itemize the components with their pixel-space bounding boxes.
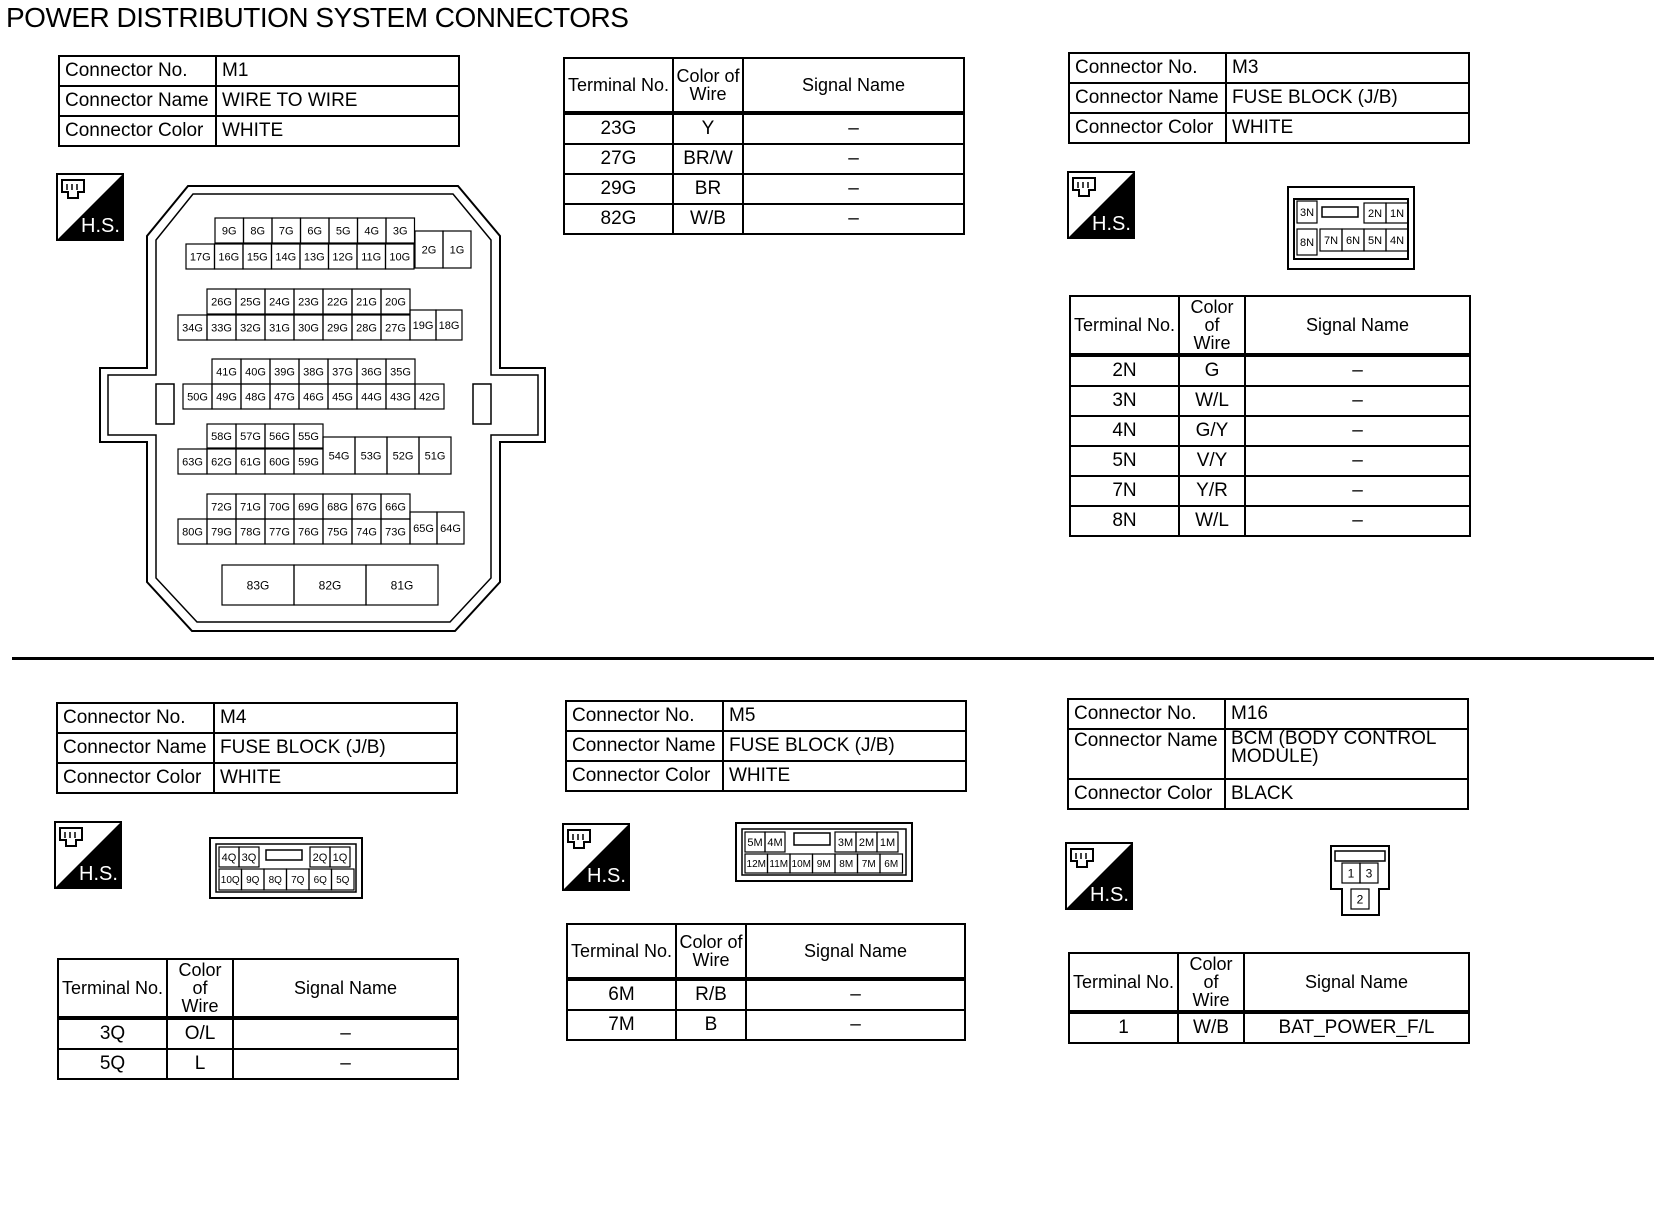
signal-name-cell: – (1245, 416, 1470, 446)
pin-label: 74G (356, 526, 377, 539)
connector-color-value: WHITE (214, 763, 457, 793)
m4-connector-face (210, 838, 366, 902)
label-connector-name: Connector Name (1068, 729, 1225, 779)
label-connector-color: Connector Color (566, 761, 723, 791)
header-terminal-no: Terminal No. (1069, 953, 1178, 1012)
pin-label: 10G (389, 251, 411, 264)
section-divider (12, 657, 1654, 660)
connector-no-value: M5 (723, 701, 966, 731)
pin-label: 51G (424, 450, 446, 463)
connector-info-m3 (1068, 52, 1470, 144)
header-color-of-wire: Color of Wire (1179, 296, 1245, 355)
connector-name-value: WIRE TO WIRE (216, 86, 459, 116)
pin-label: 1 (1347, 866, 1355, 881)
signal-name-cell: – (743, 204, 964, 234)
pin-label: 5M (747, 836, 763, 849)
pin-label: 1M (879, 836, 896, 849)
pin-label: 6M (884, 859, 899, 871)
table-row (58, 1018, 458, 1049)
pin-label: 40G (245, 366, 266, 379)
hs-label: H.S. (79, 863, 118, 885)
table-row (58, 1049, 458, 1079)
hs-label: H.S. (587, 865, 626, 887)
m16-connector-face (1330, 845, 1394, 921)
pin-label: 5N (1367, 234, 1383, 247)
hs-label: H.S. (81, 215, 120, 237)
pin-label: 58G (211, 430, 232, 443)
pin-label: 56G (269, 430, 290, 443)
pin-label: 4M (767, 836, 783, 849)
table-row (564, 174, 964, 204)
pin-label: 55G (298, 430, 319, 443)
label-connector-no: Connector No. (566, 701, 723, 731)
signal-name-cell: – (743, 144, 964, 174)
signal-name-cell: BAT_POWER_F/L (1244, 1012, 1469, 1043)
wire-color-cell: V/Y (1179, 446, 1245, 476)
pin-label: 18G (438, 319, 460, 332)
terminal-no-cell: 7N (1070, 476, 1179, 506)
pin-label: 31G (269, 322, 290, 335)
header-color-of-wire: Color of Wire (1178, 953, 1244, 1012)
signal-name-cell: – (1245, 386, 1470, 416)
wire-color-cell: Y/R (1179, 476, 1245, 506)
pin-label: 6G (307, 225, 323, 238)
label-connector-color: Connector Color (59, 116, 216, 146)
pin-label: 43G (390, 391, 411, 404)
hs-harness-side-icon (563, 824, 629, 890)
terminal-table-m4 (57, 958, 459, 1080)
connector-color-value: WHITE (216, 116, 459, 146)
connector-color-value: WHITE (723, 761, 966, 791)
terminal-no-cell: 23G (564, 113, 673, 144)
table-row (567, 979, 965, 1010)
header-terminal-no: Terminal No. (564, 58, 673, 113)
pin-label: 19G (412, 319, 434, 332)
pin-label: 7G (278, 225, 294, 238)
pin-label: 2M (858, 836, 875, 849)
pin-label: 64G (440, 522, 461, 535)
pin-label: 3G (392, 225, 408, 238)
pin-label: 12M (746, 859, 766, 871)
label-connector-name: Connector Name (57, 733, 214, 763)
pin-label: 6N (1345, 234, 1361, 247)
pin-label: 2Q (312, 851, 328, 864)
signal-name-cell: – (233, 1049, 458, 1079)
wire-color-cell: Y (673, 113, 743, 144)
signal-name-cell: – (746, 979, 965, 1010)
pin-label: 11G (361, 251, 382, 264)
connector-no-value: M4 (214, 703, 457, 733)
pin-label: 8Q (268, 875, 282, 887)
m1-connector-face (0, 0, 560, 640)
page-title: POWER DISTRIBUTION SYSTEM CONNECTORS (6, 2, 629, 33)
pin-label: 68G (327, 501, 348, 514)
header-terminal-no: Terminal No. (1070, 296, 1179, 355)
pin-label: 11M (769, 859, 789, 871)
table-row (1070, 476, 1470, 506)
label-connector-no: Connector No. (1069, 53, 1226, 83)
signal-name-cell: – (233, 1018, 458, 1049)
pin-label: 10Q (220, 875, 240, 887)
wire-color-cell: BR (673, 174, 743, 204)
pin-label: 37G (332, 366, 353, 379)
pin-label: 78G (240, 526, 261, 539)
wire-color-cell: BR/W (673, 144, 743, 174)
label-connector-color: Connector Color (57, 763, 214, 793)
pin-label: 72G (211, 501, 232, 514)
pin-label: 73G (385, 526, 406, 539)
pin-label: 34G (182, 322, 203, 335)
pin-label: 66G (385, 501, 406, 514)
pin-label: 13G (303, 251, 325, 264)
signal-name-cell: – (1245, 476, 1470, 506)
signal-name-cell: – (743, 113, 964, 144)
label-connector-no: Connector No. (57, 703, 214, 733)
terminal-no-cell: 2N (1070, 355, 1179, 386)
pin-label: 20G (385, 296, 406, 309)
table-row (1070, 506, 1470, 536)
label-connector-name: Connector Name (1069, 83, 1226, 113)
terminal-no-cell: 6M (567, 979, 676, 1010)
pin-label: 50G (187, 391, 208, 404)
m3-connector-face (1288, 187, 1418, 273)
label-connector-color: Connector Color (1068, 779, 1225, 809)
pin-label: 75G (327, 526, 348, 539)
terminal-no-cell: 5N (1070, 446, 1179, 476)
pin-label: 8G (250, 225, 266, 238)
terminal-table-m3 (1069, 295, 1471, 537)
hs-harness-side-icon (1066, 843, 1132, 909)
pin-label: 29G (327, 322, 348, 335)
connector-no-value: M1 (216, 56, 459, 86)
pin-label: 7Q (291, 875, 305, 887)
pin-label: 2N (1367, 207, 1383, 220)
hs-harness-side-icon (55, 822, 121, 888)
connector-color-value: BLACK (1225, 779, 1468, 809)
header-signal-name: Signal Name (233, 959, 458, 1018)
connector-color-value: WHITE (1226, 113, 1469, 143)
wire-color-cell: G/Y (1179, 416, 1245, 446)
connector-no-value: M3 (1226, 53, 1469, 83)
pin-label: 22G (327, 296, 348, 309)
header-color-of-wire: Color of Wire (673, 58, 743, 113)
table-row (1069, 1012, 1469, 1043)
hs-harness-side-icon (1068, 172, 1134, 238)
pin-label: 45G (332, 391, 353, 404)
pin-label: 3M (837, 836, 854, 849)
pin-label: 42G (419, 391, 440, 404)
label-connector-name: Connector Name (59, 86, 216, 116)
signal-name-cell: – (1245, 506, 1470, 536)
terminal-table-m5 (566, 923, 966, 1041)
header-signal-name: Signal Name (1244, 953, 1469, 1012)
connector-name-value: FUSE BLOCK (J/B) (723, 731, 966, 761)
terminal-no-cell: 29G (564, 174, 673, 204)
terminal-no-cell: 5Q (58, 1049, 167, 1079)
wire-color-cell: B (676, 1010, 746, 1040)
terminal-no-cell: 3Q (58, 1018, 167, 1049)
table-row (1070, 446, 1470, 476)
wire-color-cell: W/B (673, 204, 743, 234)
pin-label: 52G (392, 450, 414, 463)
pin-label: 24G (269, 296, 290, 309)
wire-color-cell: O/L (167, 1018, 233, 1049)
pin-label: 83G (246, 578, 270, 593)
terminal-no-cell: 27G (564, 144, 673, 174)
pin-label: 46G (303, 391, 324, 404)
header-color-of-wire: Color of Wire (167, 959, 233, 1018)
table-row (1070, 355, 1470, 386)
wire-color-cell: L (167, 1049, 233, 1079)
pin-label: 59G (298, 456, 319, 469)
header-signal-name: Signal Name (746, 924, 965, 979)
pin-label: 60G (269, 456, 290, 469)
table-row (1070, 416, 1470, 446)
hs-label: H.S. (1090, 884, 1129, 906)
pin-label: 16G (218, 251, 240, 264)
pin-label: 4Q (221, 851, 237, 864)
signal-name-cell: – (743, 174, 964, 204)
pin-label: 61G (240, 456, 261, 469)
pin-label: 69G (298, 501, 319, 514)
pin-label: 3 (1365, 866, 1373, 881)
pin-label: 33G (211, 322, 232, 335)
wire-color-cell: R/B (676, 979, 746, 1010)
hs-label: H.S. (1092, 213, 1131, 235)
label-connector-no: Connector No. (59, 56, 216, 86)
pin-label: 80G (182, 526, 203, 539)
pin-label: 54G (328, 450, 350, 463)
pin-label: 2 (1356, 892, 1364, 907)
connector-name-value: BCM (BODY CONTROL MODULE) (1225, 729, 1468, 779)
pin-label: 9Q (246, 875, 260, 887)
header-terminal-no: Terminal No. (58, 959, 167, 1018)
pin-label: 63G (182, 456, 203, 469)
table-row (567, 1010, 965, 1040)
pin-label: 39G (274, 366, 295, 379)
pin-label: 1G (449, 244, 465, 257)
pin-label: 8M (839, 859, 854, 871)
pin-label: 67G (356, 501, 377, 514)
signal-name-cell: – (1245, 446, 1470, 476)
pin-label: 1Q (332, 851, 348, 864)
connector-name-value: FUSE BLOCK (J/B) (1226, 83, 1469, 113)
pin-label: 8N (1299, 236, 1315, 249)
pin-label: 28G (356, 322, 377, 335)
pin-label: 7N (1323, 234, 1339, 247)
connector-no-value: M16 (1225, 699, 1468, 729)
terminal-no-cell: 3N (1070, 386, 1179, 416)
pin-label: 44G (361, 391, 382, 404)
pin-label: 4G (364, 225, 380, 238)
pin-label: 12G (332, 251, 354, 264)
pin-label: 2G (421, 244, 437, 257)
pin-label: 65G (413, 522, 434, 535)
pin-label: 5G (335, 225, 351, 238)
label-connector-color: Connector Color (1069, 113, 1226, 143)
pin-label: 17G (189, 251, 211, 264)
pin-label: 35G (390, 366, 411, 379)
pin-label: 27G (385, 322, 406, 335)
pin-label: 62G (211, 456, 232, 469)
pin-label: 36G (361, 366, 382, 379)
connector-info-m16 (1067, 698, 1469, 810)
m5-connector-face (736, 823, 916, 885)
pin-label: 47G (274, 391, 295, 404)
pin-label: 4N (1389, 234, 1405, 247)
label-connector-name: Connector Name (566, 731, 723, 761)
pin-label: 79G (211, 526, 232, 539)
pin-label: 32G (240, 322, 261, 335)
terminal-no-cell: 7M (567, 1010, 676, 1040)
terminal-no-cell: 4N (1070, 416, 1179, 446)
pin-label: 70G (269, 501, 290, 514)
connector-name-value: FUSE BLOCK (J/B) (214, 733, 457, 763)
header-terminal-no: Terminal No. (567, 924, 676, 979)
pin-label: 3Q (241, 851, 257, 864)
pin-label: 41G (216, 366, 237, 379)
terminal-table-m1 (563, 57, 965, 235)
pin-label: 6Q (313, 875, 327, 887)
pin-label: 26G (211, 296, 232, 309)
pin-label: 30G (298, 322, 319, 335)
pin-label: 77G (269, 526, 290, 539)
header-signal-name: Signal Name (1245, 296, 1470, 355)
pin-label: 82G (318, 578, 342, 593)
pin-label: 81G (390, 578, 414, 593)
pin-label: 49G (216, 391, 237, 404)
wire-color-cell: W/B (1178, 1012, 1244, 1043)
table-row (564, 144, 964, 174)
terminal-table-m16 (1068, 952, 1470, 1044)
pin-label: 57G (240, 430, 261, 443)
table-row (1070, 386, 1470, 416)
pin-label: 71G (240, 501, 261, 514)
pin-label: 1N (1389, 207, 1405, 220)
pin-label: 9M (816, 859, 831, 871)
header-signal-name: Signal Name (743, 58, 964, 113)
pin-label: 76G (298, 526, 319, 539)
pin-label: 21G (356, 296, 377, 309)
wire-color-cell: W/L (1179, 506, 1245, 536)
pin-label: 7M (861, 859, 876, 871)
pin-label: 14G (275, 251, 297, 264)
table-row (564, 204, 964, 234)
label-connector-no: Connector No. (1068, 699, 1225, 729)
signal-name-cell: – (746, 1010, 965, 1040)
pin-label: 10M (791, 859, 811, 871)
pin-label: 15G (246, 251, 268, 264)
pin-label: 9G (221, 225, 237, 238)
terminal-no-cell: 1 (1069, 1012, 1178, 1043)
pin-label: 25G (240, 296, 261, 309)
signal-name-cell: – (1245, 355, 1470, 386)
pin-label: 53G (360, 450, 382, 463)
pin-label: 3N (1299, 206, 1315, 219)
pin-label: 38G (303, 366, 324, 379)
terminal-no-cell: 8N (1070, 506, 1179, 536)
wire-color-cell: G (1179, 355, 1245, 386)
wire-color-cell: W/L (1179, 386, 1245, 416)
connector-info-m5 (565, 700, 967, 792)
pin-label: 48G (245, 391, 266, 404)
table-row (564, 113, 964, 144)
pin-label: 5Q (336, 875, 350, 887)
header-color-of-wire: Color of Wire (676, 924, 746, 979)
terminal-no-cell: 82G (564, 204, 673, 234)
pin-label: 23G (298, 296, 319, 309)
connector-info-m4 (56, 702, 458, 794)
